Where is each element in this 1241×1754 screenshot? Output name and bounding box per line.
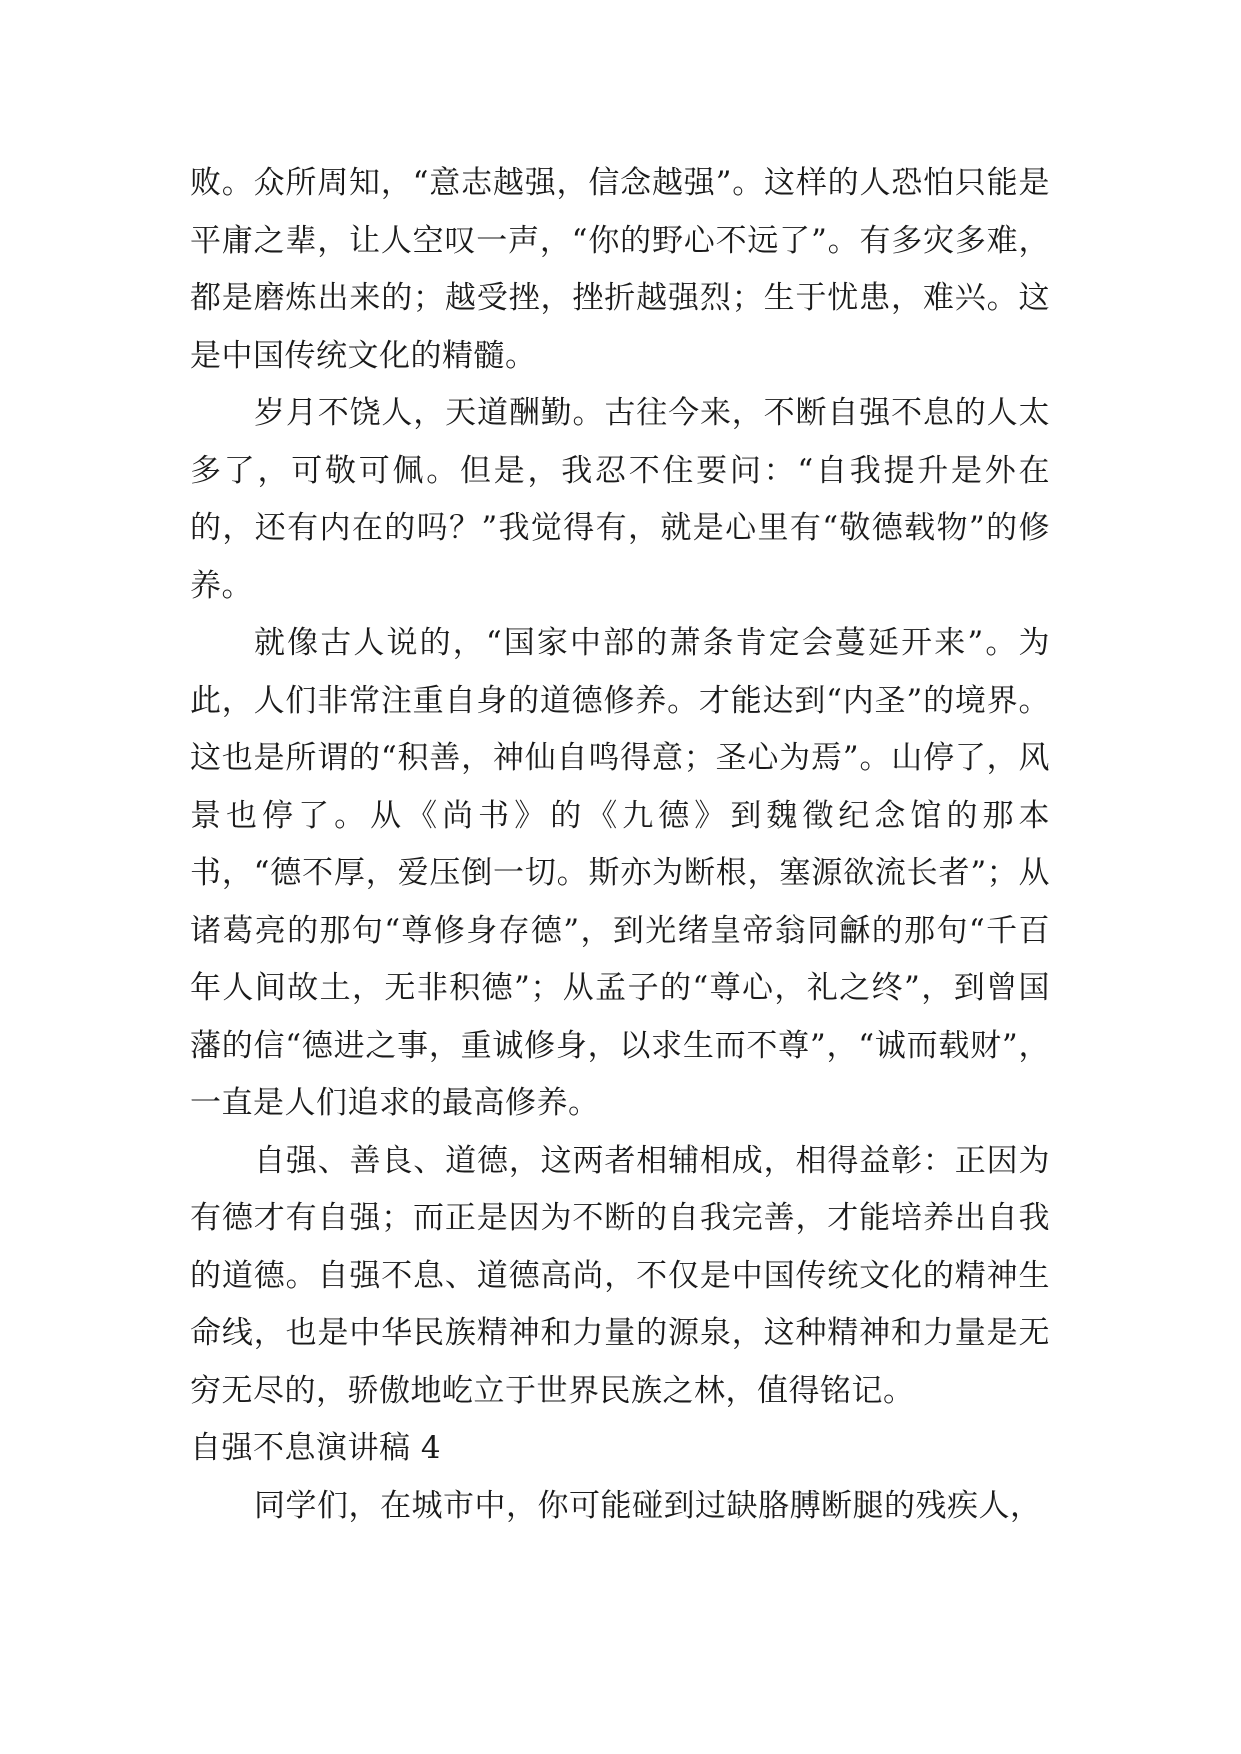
paragraph-2: 岁月不饶人，天道酬勤。古往今来，不断自强不息的人太多了，可敬可佩。但是，我忍不住要问：“自我提升是外在的，还有内在的吗？”我觉得有，就是心里有“敬德载物”的修养。 <box>190 395 1050 604</box>
document-body <box>190 155 1050 1535</box>
paragraph-4: 自强、善良、道德，这两者相辅相成，相得益彰：正因为有德才有自强；而正是因为不断的自我完善，才能培养出自我的道德。自强不息、道德高尚，不仅是中国传统文化的精神生命线，也是中华民族精神和力量的源泉，这种精神和力量是无穷无尽的，骄傲地屹立于世界民族之林，值得铭记。 <box>190 1142 1050 1409</box>
paragraph-3: 就像古人说的，“国家中部的萧条肯定会蔓延开来”。为此，人们非常注重自身的道德修养。才能达到“内圣”的境界。这也是所谓的“积善，神仙自鸣得意；圣心为焉”。山停了，风景也停了。从《尚书》的《九德》到魏徵纪念馆的那本书，“德不厚，爱压倒一切。斯亦为断根，塞源欲流长者”；从诸葛亮的那句“尊修身存德”，到光绪皇帝翁同龢的那句“千百年人间故土，无非积德”；从孟子的“尊心，礼之终”，到曾国藩的信“德进之事，重诚修身，以求生而不尊”，“诚而载财”，一直是人们追求的最高修养。 <box>190 625 1050 1121</box>
paragraph-1: 败。众所周知，“意志越强，信念越强”。这样的人恐怕只能是平庸之辈，让人空叹一声，“你的野心不远了”。有多灾多难，都是磨炼出来的；越受挫，挫折越强烈；生于忧患，难兴。这是中国传统文化的精髓。 <box>190 165 1050 374</box>
paragraph-5: 同学们，在城市中，你可能碰到过缺胳膊断腿的残疾人， <box>254 1487 1042 1524</box>
section-heading: 自强不息演讲稿 4 <box>190 1430 442 1466</box>
